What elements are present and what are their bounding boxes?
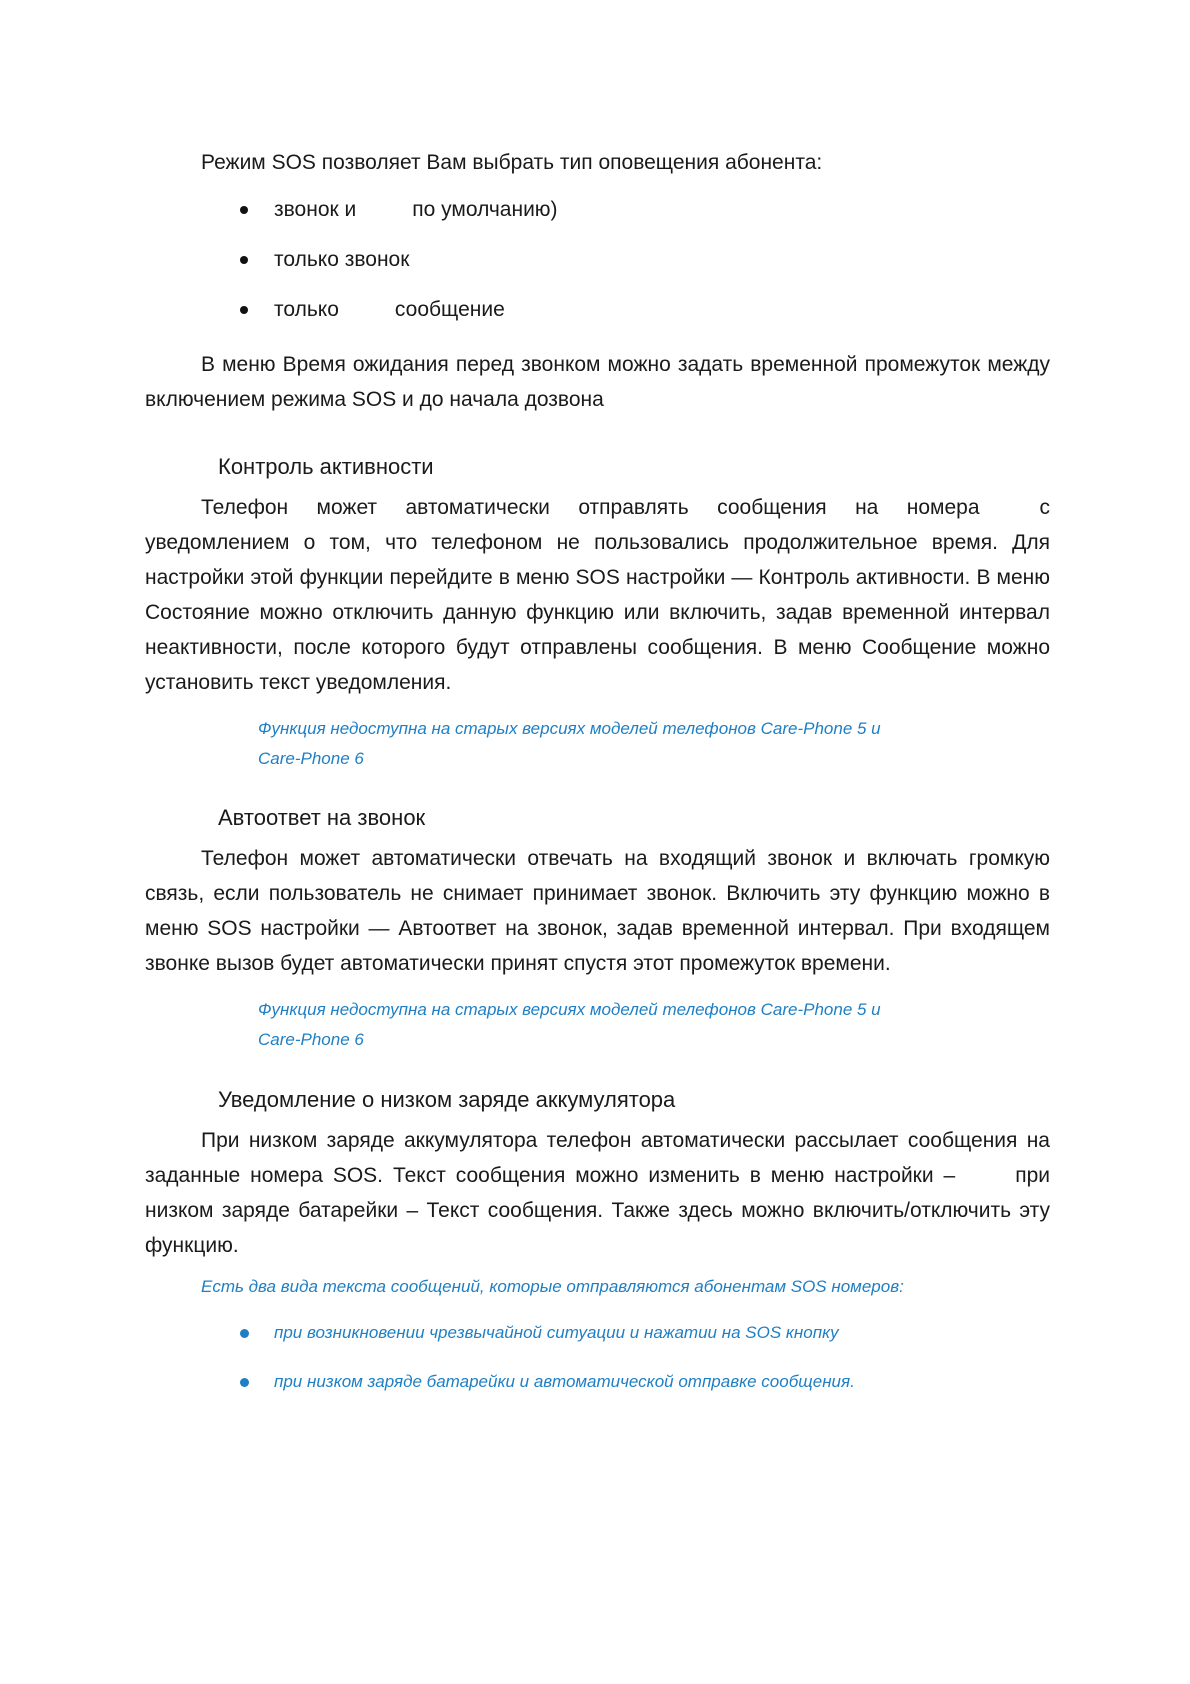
wait-time-paragraph: В меню Время ожидания перед звонком можно задать временной промежуток между включением режима SOS и до начала дозвона	[145, 353, 1050, 411]
bullet-icon	[240, 1329, 249, 1338]
autoanswer-heading: Автоответ на звонок	[218, 805, 426, 830]
list-item: звонок и по умолчанию)	[240, 192, 558, 242]
bullet-icon	[240, 1378, 249, 1387]
bullet-icon	[240, 306, 248, 314]
activity-heading: Контроль активности	[218, 454, 434, 479]
bullet-icon	[240, 256, 248, 264]
message-type-list	[240, 1318, 855, 1416]
low-battery-note-intro: Есть два вида текста сообщений, которые отправляются абонентам SOS номеров:	[201, 1277, 904, 1296]
intro-text: Режим SOS позволяет Вам выбрать тип оповещения абонента:	[201, 151, 823, 174]
low-battery-heading: Уведомление о низком заряде аккумулятора	[218, 1087, 676, 1112]
list-item: только сообщение	[240, 292, 558, 342]
list-item: только звонок	[240, 242, 558, 292]
activity-note: Функция недоступна на старых версиях моделей телефонов Care-Phone 5 и Care-Phone 6	[258, 719, 881, 768]
autoanswer-paragraph: Телефон может автоматически отвечать на входящий звонок и включать громкую связь, если пользователь не снимает принимает звонок. Включить эту функцию можно в меню SOS настройки — Автоответ на звонок, задав временной интервал. При входящем звонке вызов будет автоматически принят спустя этот промежуток времени.	[145, 847, 1050, 975]
low-battery-paragraph: При низком заряде аккумулятора телефон автоматически рассылает сообщения на заданные номера SOS. Текст сообщения можно изменить в меню настройки – при низком заряде батарейки – Текст сообщения. Также здесь можно включить/отключить эту функцию.	[145, 1129, 1050, 1257]
autoanswer-note: Функция недоступна на старых версиях моделей телефонов Care-Phone 5 и Care-Phone 6	[258, 1000, 881, 1049]
bullet-icon	[240, 206, 248, 214]
alert-type-list	[240, 192, 558, 342]
list-item: при возникновении чрезвычайной ситуации и нажатии на SOS кнопку	[240, 1318, 855, 1367]
activity-paragraph: Телефон может автоматически отправлять сообщения на номера с уведомлением о том, что телефоном не пользовались продолжительное время. Для настройки этой функции перейдите в меню SOS настройки — Контроль активности. В меню Состояние можно отключить данную функцию или включить, задав временной интервал неактивности, после которого будут отправлены сообщения. В меню Сообщение можно установить текст уведомления.	[145, 496, 1050, 694]
list-item: при низком заряде батарейки и автоматической отправке сообщения.	[240, 1367, 855, 1416]
